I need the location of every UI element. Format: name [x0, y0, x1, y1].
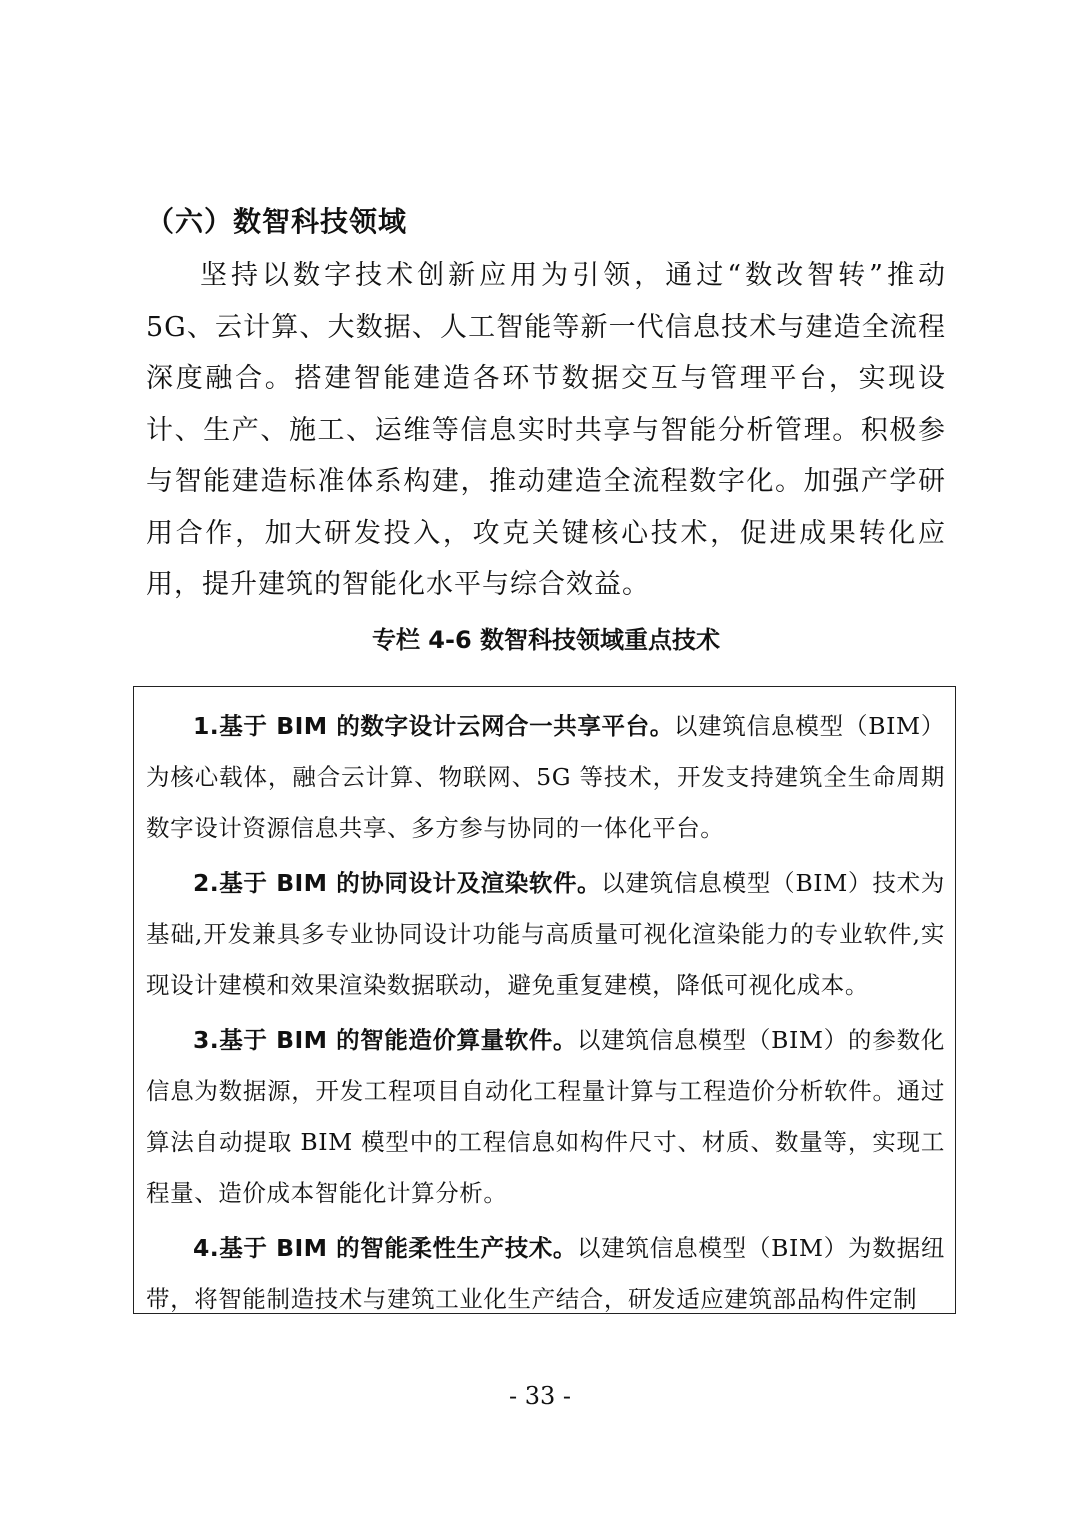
tech-item-3	[146, 1015, 945, 1219]
section-heading: （六）数智科技领域	[146, 205, 408, 238]
key-technologies-box	[133, 686, 956, 1314]
tech-item-2	[146, 858, 945, 1011]
page-number: - 33 -	[508, 1382, 571, 1410]
tech-item-1	[146, 701, 945, 854]
tech-item-title: 1.基于 BIM 的数字设计云网合一共享平台。	[193, 712, 674, 740]
tech-item-title: 3.基于 BIM 的智能造价算量软件。	[193, 1026, 577, 1054]
tech-item-4	[146, 1223, 945, 1314]
tech-item-title: 2.基于 BIM 的协同设计及渲染软件。	[193, 869, 602, 897]
tech-item-text: 以建筑信息模型（BIM）为数据纽带，将智能制造技术与建筑工业化生产结合，研发适应建筑部品构件定制	[146, 1234, 945, 1313]
column-box-title: 专栏 4-6 数智科技领域重点技术	[371, 626, 721, 654]
tech-item-text: 以建筑信息模型（BIM）的参数化信息为数据源，开发工程项目自动化工程量计算与工程造价分析软件。通过算法自动提取 BIM 模型中的工程信息如构件尺寸、材质、数量等，实现工程量、造价成本智能化计算分析。	[146, 1026, 945, 1207]
tech-item-title: 4.基于 BIM 的智能柔性生产技术。	[193, 1234, 577, 1262]
section-paragraph: 坚持以数字技术创新应用为引领，通过“数改智转”推动 5G、云计算、大数据、人工智能等新一代信息技术与建造全流程深度融合。搭建智能建造各环节数据交互与管理平台，实现设计、生产、施工、运维等信息实时共享与智能分析管理。积极参与智能建造标准体系构建，推动建造全流程数字化。加强产学研用合作，加大研发投入，攻克关键核心技术，促进成果转化应用，提升建筑的智能化水平与综合效益。	[146, 260, 946, 600]
tech-item-text: 以建筑信息模型（BIM）为核心载体，融合云计算、物联网、5G 等技术，开发支持建筑全生命周期数字设计资源信息共享、多方参与协同的一体化平台。	[146, 712, 945, 842]
key-technologies-list	[134, 687, 955, 1314]
tech-item-text: 以建筑信息模型（BIM）技术为基础,开发兼具多专业协同设计功能与高质量可视化渲染能力的专业软件,实现设计建模和效果渲染数据联动，避免重复建模，降低可视化成本。	[146, 869, 945, 999]
